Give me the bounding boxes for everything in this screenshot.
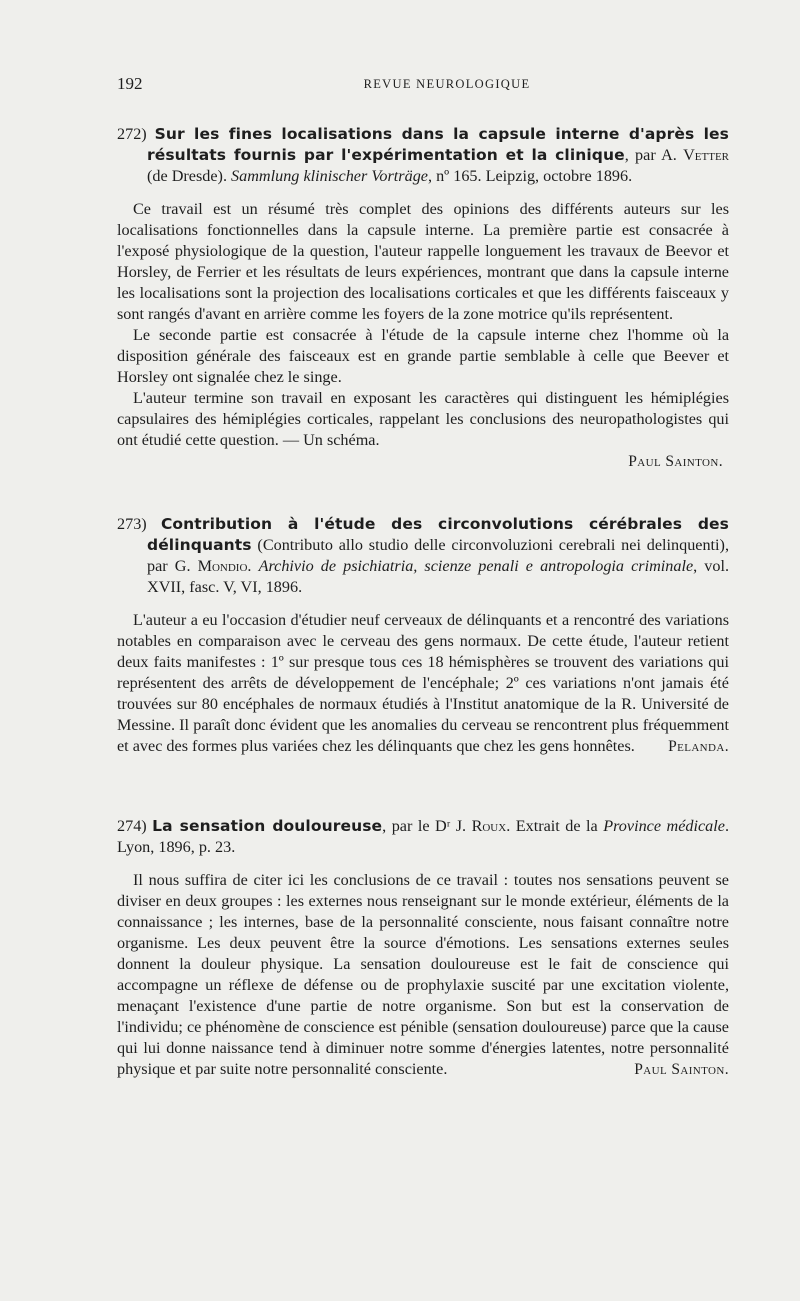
page-number: 192	[117, 74, 143, 93]
source-title: Sammlung klinischer Vorträge	[231, 167, 428, 185]
running-title: REVUE NEUROLOGIQUE	[363, 77, 531, 91]
article-title: Sur les fines localisations dans la capsule interne d'après les résultats fournis par l'expérimentation et la clinique	[147, 125, 729, 164]
paragraph: L'auteur termine son travail en exposant les caractères qui distinguent les hémiplégies capsulaires des hémiplégies corticales, rappelant les conclusions des neuropathologistes qui ont étudié cette question. — Un schéma.	[117, 389, 729, 449]
source-title: Province médicale	[603, 817, 725, 835]
article-274	[117, 816, 729, 1080]
paragraph: Le seconde partie est consacrée à l'étude de la capsule interne chez l'homme où la disposition générale des faisceaux est en grande partie semblable à celle que Beever et Horsley ont signalée chez le singe.	[117, 326, 729, 386]
article-title: La sensation douloureuse	[152, 817, 383, 835]
signature: Paul Sainton.	[634, 1061, 729, 1078]
reference-text: , par le Dʳ J.	[382, 817, 472, 835]
signature: Paul Sainton.	[628, 453, 723, 470]
author-name: Vetter	[683, 146, 729, 164]
reference-text: , nº 165. Leipzig, octobre 1896.	[427, 167, 633, 185]
article-number: 272)	[117, 125, 147, 143]
reference-text: (de Dresde).	[147, 167, 232, 185]
source-title: Archivio de psichiatria, scienze penali e antropologia criminale	[258, 557, 694, 575]
article-number: 273)	[117, 515, 147, 533]
article-273	[117, 514, 729, 757]
article-body	[117, 199, 729, 451]
article-heading	[117, 816, 729, 858]
reference-text: , par A.	[624, 146, 684, 164]
article-272	[117, 124, 729, 472]
article-heading	[117, 124, 729, 187]
signature: Pelanda.	[668, 738, 729, 755]
reference-text: . Extrait de la	[506, 817, 604, 835]
article-number: 274)	[117, 817, 147, 835]
author-name: Roux	[471, 817, 507, 835]
author-name: Mondio	[197, 557, 248, 575]
page-header	[117, 74, 747, 98]
reference-text: (Contributo allo studio delle circonvoluzioni cerebrali nei delinquenti), par G.	[147, 536, 729, 575]
article-body	[117, 870, 729, 1080]
reference-text: .	[247, 557, 259, 575]
paragraph	[117, 870, 729, 1080]
reference-text: . Lyon, 1896, p. 23.	[117, 817, 730, 856]
article-body	[117, 610, 729, 757]
reference-text: , vol. XVII, fasc. V, VI, 1896.	[147, 557, 730, 596]
article-heading	[117, 514, 729, 598]
paragraph	[117, 610, 729, 757]
paragraph-text: Il nous suffira de citer ici les conclusions de ce travail : toutes nos sensations peuvent se diviser en deux groupes : les externes nous renseignant sur le monde extérieur, éléments de la connaissance ; les internes, base de la personnalité consciente, nous faisant connaître notre organisme. Les deux peuvent être la source d'émotions. Les sensations externes seules donnent la douleur physique. La sensation douloureuse est le fait de conscience qui accompagne un réflexe de défense ou de prophylaxie suscité par une excitation violente, menaçant l'existence d'une partie de notre organisme. Son but est la conservation de l'individu; ce phénomène de conscience est pénible (sensation douloureuse) parce que la cause qui lui donne naissance tend à diminuer notre somme d'énergies latentes, notre personnalité physique et par suite notre personnalité consciente.	[117, 871, 729, 1078]
article-title: Contribution à l'étude des circonvolutions cérébrales des délinquants	[147, 515, 729, 554]
paragraph: Ce travail est un résumé très complet des opinions des différents auteurs sur les localisations fonctionnelles dans la capsule interne. La première partie est consacrée à l'exposé physiologique de la question, l'auteur rappelle longuement les travaux de Beevor et Horsley, de Ferrier et les résultats de leurs expériences, montrant que dans la capsule interne les localisations sont la projection des localisations corticales et que les différents faisceaux y sont rangés d'avant en arrière comme les foyers de la zone motrice qu'ils représentent.	[117, 200, 729, 323]
paragraph-text: L'auteur a eu l'occasion d'étudier neuf cerveaux de délinquants et a rencontré des variations notables en comparaison avec le cerveau des gens normaux. De cette étude, l'auteur retient deux faits manifestes : 1º sur presque tous ces 18 hémisphères se trouvent des variations qui représentent des arrêts de développement de l'encéphale; 2º ces variations n'ont jamais été trouvées sur 80 encéphales de normaux étudiés à l'Institut anatomique de la R. Université de Messine. Il paraît donc évident que les anomalies du cerveau se rencontrent plus fréquemment et avec des formes plus variées chez les délinquants que chez les gens honnêtes.	[117, 611, 729, 755]
